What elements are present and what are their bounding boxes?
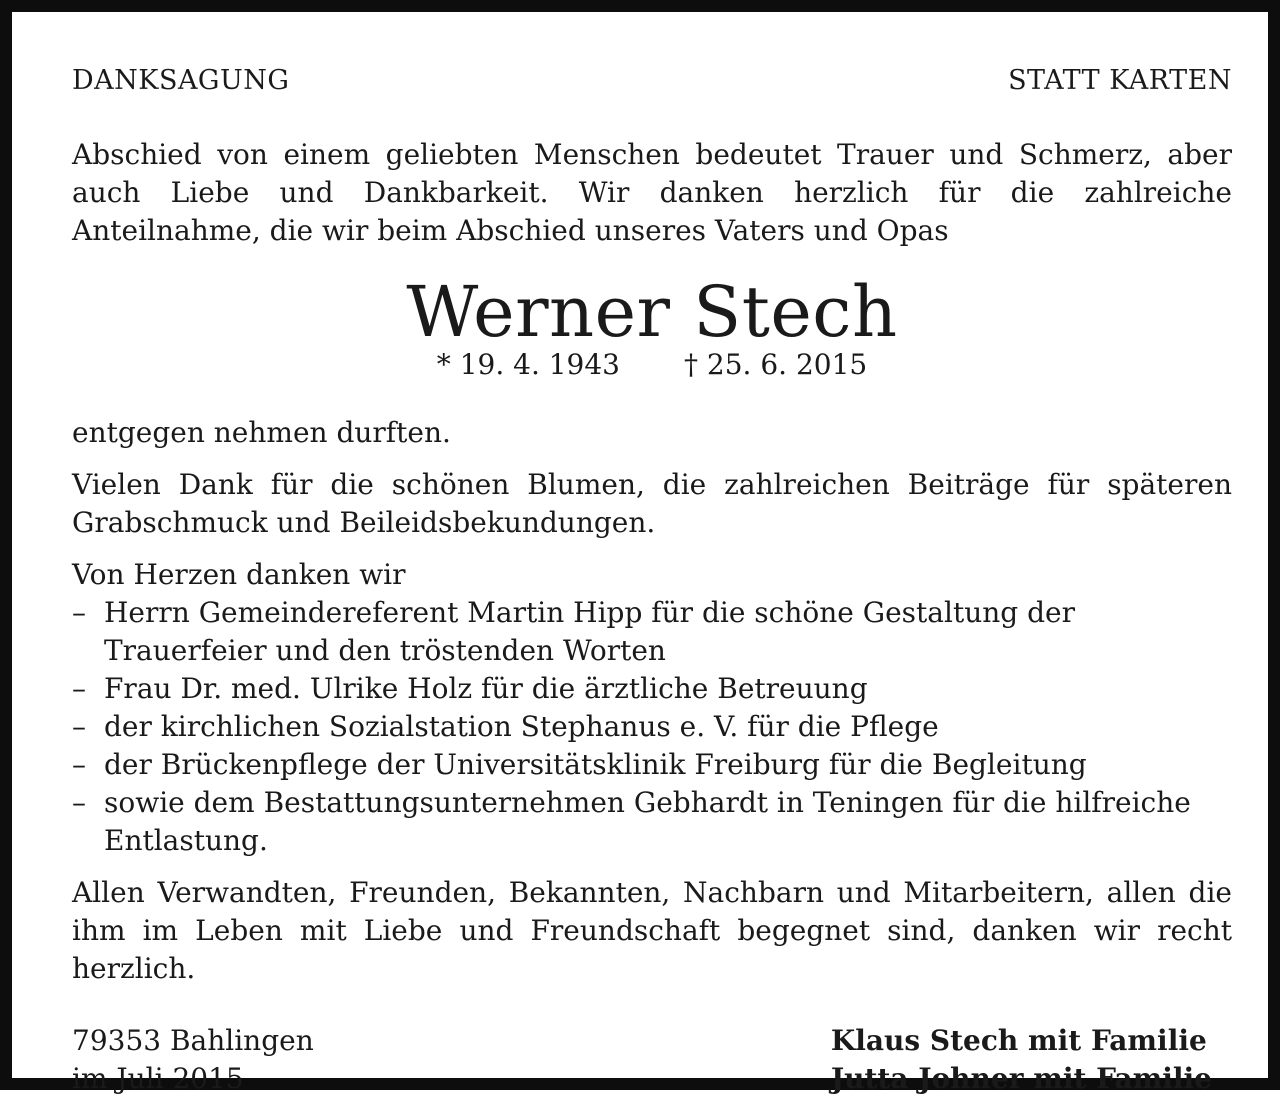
header-danksagung: DANKSAGUNG — [72, 65, 290, 96]
footer-date: im Juli 2015 — [72, 1062, 244, 1095]
footer-place: 79353 Bahlingen — [72, 1024, 314, 1057]
after-name-paragraph: entgegen nehmen durften. — [72, 416, 451, 449]
flowers-paragraph: Vielen Dank für die schönen Blumen, die zahlreichen Beiträge für späteren Grabschmuck und Beileidsbekundungen. — [72, 468, 1232, 539]
birth-date: * 19. 4. 1943 — [436, 348, 620, 381]
list-item — [72, 746, 1232, 784]
footer-signatures — [831, 1022, 1232, 1098]
list-item-text: der kirchlichen Sozialstation Stephanus e. V. für die Pflege — [104, 710, 939, 743]
list-item-text: sowie dem Bestattungsunternehmen Gebhardt in Teningen für die hilfreiche Entlastung. — [104, 786, 1191, 857]
deceased-name: Werner Stech — [406, 271, 898, 353]
notice-header — [72, 62, 1232, 100]
footer-left — [72, 1022, 314, 1098]
list-dash: – — [72, 748, 86, 781]
list-dash: – — [72, 710, 86, 743]
list-item-text: Frau Dr. med. Ulrike Holz für die ärztliche Betreuung — [104, 672, 868, 705]
notice-footer — [72, 1022, 1232, 1098]
intro-paragraph: Abschied von einem geliebten Menschen bedeutet Trauer und Schmerz, aber auch Liebe und Dankbarkeit. Wir danken herzlich für die zahlreiche Anteilnahme, die wir beim Abschied unseres Vaters und Opas — [72, 138, 1232, 247]
header-statt-karten: STATT KARTEN — [1008, 65, 1232, 96]
list-dash: – — [72, 672, 86, 705]
list-dash: – — [72, 596, 86, 629]
signature-family-2: Jutta Johner mit Familie — [830, 1062, 1212, 1095]
list-item — [72, 670, 1232, 708]
list-dash: – — [72, 786, 86, 819]
list-item-text: Herrn Gemeindereferent Martin Hipp für die schöne Gestaltung der Trauerfeier und den tröstenden Worten — [104, 596, 1075, 667]
death-date: † 25. 6. 2015 — [684, 348, 868, 381]
closing-paragraph: Allen Verwandten, Freunden, Bekannten, Nachbarn und Mitarbeitern, allen die ihm im Leben mit Liebe und Freundschaft begegnet sind, danken wir recht herzlich. — [72, 876, 1232, 985]
thanks-list — [72, 594, 1232, 860]
notice-content — [72, 62, 1232, 1098]
list-item — [72, 708, 1232, 746]
thanks-heading: Von Herzen danken wir — [72, 558, 406, 591]
list-item-text: der Brückenpflege der Universitätsklinik Freiburg für die Begleitung — [104, 748, 1087, 781]
list-item — [72, 594, 1232, 670]
signature-family-1: Klaus Stech mit Familie — [830, 1024, 1207, 1057]
list-item — [72, 784, 1232, 860]
